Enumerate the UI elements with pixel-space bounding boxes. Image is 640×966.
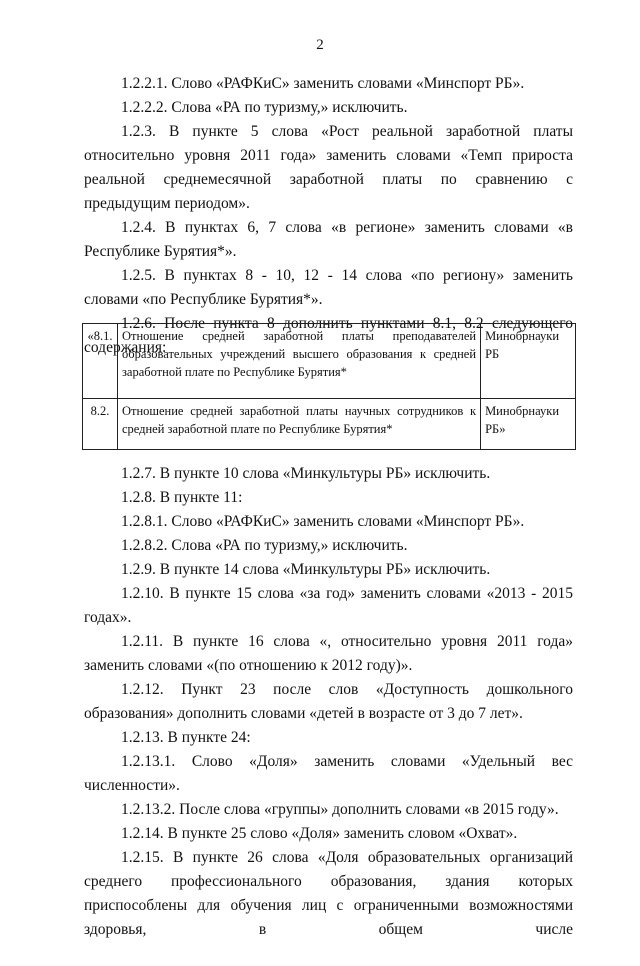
paragraph-1-2-4: 1.2.4. В пунктах 6, 7 слова «в регионе» заменить словами «в Республике Бурятия*». (84, 219, 573, 260)
row-responsible: Минобрнауки РБ (481, 324, 576, 399)
paragraph-1-2-2-1: 1.2.2.1. Слово «РАФКиС» заменить словами «Минспорт РБ». (121, 75, 525, 92)
paragraph-1-2-6: 1.2.6. После пункта 8 дополнить пунктами 8.1, 8.2 следующего содержания: (84, 315, 573, 356)
paragraph-1-2-15: 1.2.15. В пункте 26 слова «Доля образовательных организаций среднего профессионального образования, здания которых приспособлены для обучения лиц с ограниченными возможностями здоровья, в общем числе (84, 849, 573, 938)
table-row (83, 324, 576, 399)
table-row (83, 399, 576, 450)
row-responsible: Минобрнауки РБ» (481, 399, 576, 450)
paragraph-1-2-12: 1.2.12. Пункт 23 после слов «Доступность дошкольного образования» дополнить словами «детей в возрасте от 3 до 7 лет». (84, 681, 573, 722)
paragraph-1-2-7: 1.2.7. В пункте 10 слова «Минкультуры РБ» исключить. (121, 465, 491, 482)
paragraph-1-2-2-2: 1.2.2.2. Слова «РА по туризму,» исключить. (121, 99, 408, 116)
paragraph-1-2-13-2: 1.2.13.2. После слова «группы» дополнить словами «в 2015 году». (121, 801, 559, 818)
paragraph-1-2-3: 1.2.3. В пункте 5 слова «Рост реальной заработной платы относительно уровня 2011 года» заменить словами «Темп прироста реальной среднемесячной заработной платы по сравнению с предыдущим периодом». (84, 123, 573, 212)
paragraph-1-2-8: 1.2.8. В пункте 11: (121, 489, 243, 506)
row-indicator-text: Отношение средней заработной платы научных сотрудников к средней заработной плате по Республике Бурятия* (117, 399, 480, 450)
amendments-bottom (84, 462, 573, 966)
paragraph-1-2-10: 1.2.10. В пункте 15 слова «за год» заменить словами «2013 - 2015 годах». (84, 585, 573, 626)
paragraph-1-2-13: 1.2.13. В пункте 24: (121, 729, 251, 746)
paragraph-1-2-13-1: 1.2.13.1. Слово «Доля» заменить словами «Удельный вес численности». (84, 753, 573, 794)
page-number: 2 (316, 37, 324, 53)
paragraph-1-2-11: 1.2.11. В пункте 16 слова «, относительно уровня 2011 года» заменить словами «(по отношению к 2012 году)». (84, 633, 573, 674)
paragraph-1-2-5: 1.2.5. В пунктах 8 - 10, 12 - 14 слова «по региону» заменить словами «по Республике Бурятия*». (84, 267, 573, 308)
amendments-top (84, 72, 573, 360)
paragraph-1-2-14: 1.2.14. В пункте 25 слово «Доля» заменить словом «Охват». (121, 825, 518, 842)
paragraph-1-2-8-1: 1.2.8.1. Слово «РАФКиС» заменить словами «Минспорт РБ». (121, 513, 525, 530)
indicator-table (82, 323, 576, 450)
paragraph-1-2-8-2: 1.2.8.2. Слова «РА по туризму,» исключить. (121, 537, 408, 554)
paragraph-1-2-9: 1.2.9. В пункте 14 слова «Минкультуры РБ» исключить. (121, 561, 491, 578)
row-indicator-text: Отношение средней заработной платы преподавателей образовательных учреждений высшего образования к средней заработной плате по Республике Бурятия* (117, 324, 480, 399)
row-number: «8.1. (83, 324, 118, 399)
row-number: 8.2. (83, 399, 118, 450)
